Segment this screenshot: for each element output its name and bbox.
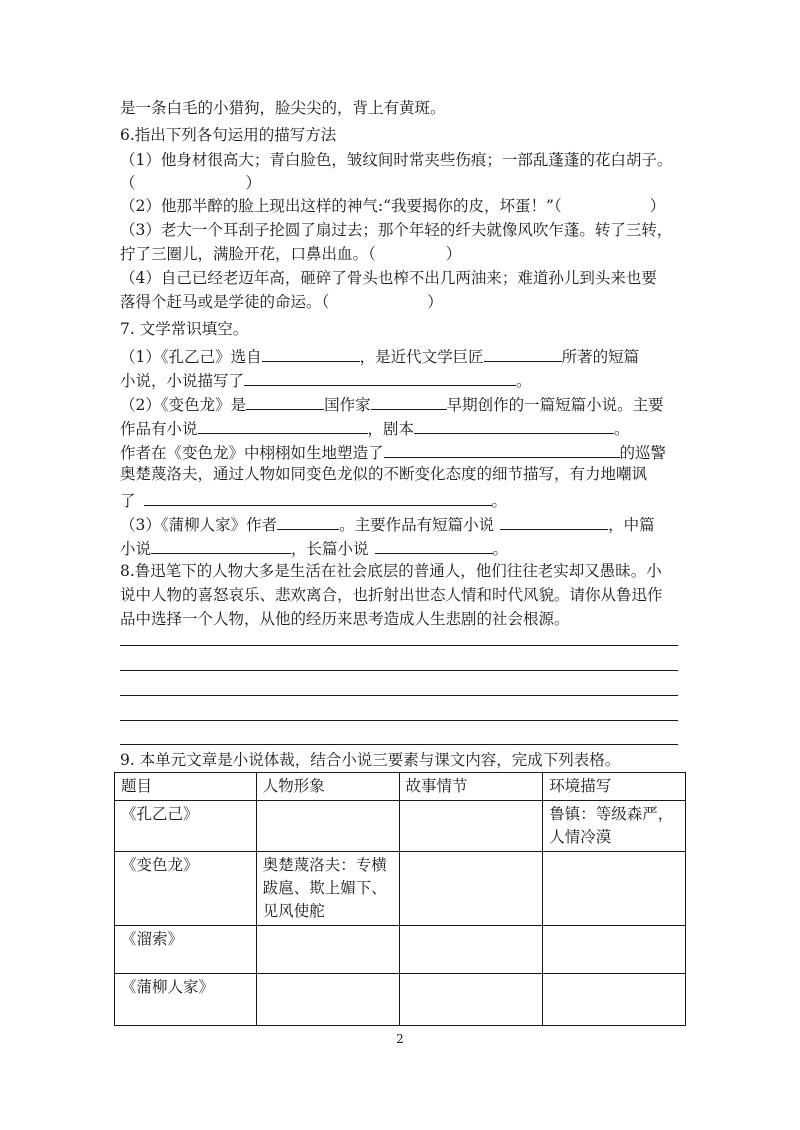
answer-line[interactable] <box>120 695 678 696</box>
environment-cell[interactable] <box>543 974 686 1026</box>
paren-close: ） <box>649 197 666 215</box>
fill-blank[interactable] <box>277 512 339 530</box>
table-header-row <box>115 773 686 801</box>
intro-line: 是一条白毛的小猎狗，脸尖尖的，背上有黄斑。 <box>120 99 446 117</box>
plot-cell[interactable] <box>399 926 543 974</box>
fill-blank[interactable] <box>414 416 614 434</box>
answer-line[interactable] <box>120 670 678 671</box>
q7-l2-text-b: 。 <box>516 372 532 390</box>
fill-blank[interactable] <box>144 488 492 506</box>
q6-answer-1[interactable] <box>120 173 261 193</box>
q8-line-1: 8.鲁迅笔下的人物大多是生活在社会底层的普通人，他们往往老实却又愚昧。小 <box>120 562 662 580</box>
title-cell: 《变色龙》 <box>115 852 257 926</box>
answer-line[interactable] <box>120 720 678 721</box>
q7-line-7 <box>120 488 507 511</box>
title-cell: 《溜索》 <box>115 926 257 974</box>
fill-blank[interactable] <box>151 536 291 554</box>
q7-line-8 <box>120 512 655 535</box>
q7-l2-text-a: 小说，小说描写了 <box>120 372 245 390</box>
fill-blank[interactable] <box>198 416 368 434</box>
character-cell[interactable] <box>256 926 399 974</box>
q8-line-3: 品中选择一个人物，从他的经历来思考造成人生悲剧的社会根源。 <box>120 610 570 628</box>
q7-line-1 <box>120 344 639 367</box>
fill-blank[interactable] <box>244 368 516 386</box>
q6-sentence-4b[interactable] <box>120 292 443 312</box>
q7-l8-text-b: 。主要作品有短篇小说 <box>339 516 495 534</box>
q7-l7-text-b: 。 <box>491 492 508 510</box>
q7-l9-text-c: 。 <box>492 540 509 558</box>
page-number: 2 <box>396 1032 404 1046</box>
q7-l3-text-b: 国作家 <box>324 396 371 414</box>
q9-title: 9. 本单元文章是小说体裁，结合小说三要素与课文内容，完成下列表格。 <box>120 751 621 769</box>
q7-line-3 <box>120 392 664 415</box>
fill-blank[interactable] <box>484 344 562 362</box>
environment-cell: 鲁镇：等级森严，人情冷漠 <box>543 801 686 852</box>
q9-table <box>114 772 686 1026</box>
plot-cell[interactable] <box>399 974 543 1026</box>
character-cell[interactable] <box>256 801 399 852</box>
q7-l9-text-b: ，长篇小说 <box>291 540 369 558</box>
q7-l9-text-a: 小说 <box>120 540 152 558</box>
fill-blank[interactable] <box>246 392 324 410</box>
q7-title: 7. 文学常识填空。 <box>120 320 249 338</box>
header-cell: 故事情节 <box>399 773 543 801</box>
q7-line-9 <box>120 536 508 559</box>
answer-line[interactable] <box>120 645 678 646</box>
q6-sentence-3a: （3）老大一个耳刮子抡圆了扇过去；那个年轻的纤夫就像风吹乍蓬。转了三转， <box>120 221 673 239</box>
q6-sentence-3b[interactable] <box>120 244 461 264</box>
paren-close: ） <box>427 293 443 311</box>
q7-l4-text-c: 。 <box>614 420 630 438</box>
answer-line[interactable] <box>120 744 678 745</box>
q6-sentence-2[interactable] <box>120 196 665 216</box>
fill-blank[interactable] <box>384 440 620 458</box>
q6-sentence-4a: （4）自己已经老迈年高，砸碎了骨头也榨不出几两油来；难道孙儿到头来也要 <box>120 269 657 287</box>
character-cell: 奥楚蔑洛夫：专横跋扈、欺上媚下、见风使舵 <box>256 852 399 926</box>
fill-blank[interactable] <box>262 344 360 362</box>
q7-l8-text-a: （3）《蒲柳人家》作者 <box>120 516 278 534</box>
q7-l3-text-c: 早期创作的一篇短篇小说。主要 <box>446 396 664 414</box>
q7-l4-text-b: ，剧本 <box>367 420 415 438</box>
plot-cell[interactable] <box>399 852 543 926</box>
q6-sentence-3b-text: 拧了三圈儿，满脸开花，口鼻出血。（ <box>120 245 376 263</box>
table-row <box>115 926 686 974</box>
q6-sentence-2-text: （2）他那半醉的脸上现出这样的神气:“我要揭你的皮，坏蛋！”（ <box>120 197 562 215</box>
environment-cell[interactable] <box>543 926 686 974</box>
header-cell: 人物形象 <box>256 773 399 801</box>
q7-l3-text-a: （2）《变色龙》是 <box>120 396 247 414</box>
paren-close: ） <box>445 245 462 263</box>
table-row <box>115 852 686 926</box>
q7-line-4 <box>120 416 630 439</box>
q8-line-2: 说中人物的喜怒哀乐、悲欢离合，也折射出世态人情和时代风貌。请你从鲁迅作 <box>120 586 663 604</box>
q6-title: 6.指出下列各句运用的描写方法 <box>120 126 337 144</box>
q7-line-5 <box>120 440 666 463</box>
q7-l1-text-c: 所著的短篇 <box>561 348 640 366</box>
fill-blank[interactable] <box>371 392 447 410</box>
character-cell[interactable] <box>256 974 399 1026</box>
q7-l8-text-c: ，中篇 <box>608 516 655 534</box>
q7-l4-text-a: 作品有小说 <box>120 420 198 438</box>
title-cell: 《蒲柳人家》 <box>115 974 257 1026</box>
q7-l1-text-a: （1）《孔乙己》选自 <box>120 348 262 366</box>
q6-sentence-1: （1）他身材很高大；青白脸色，皱纹间时常夹些伤痕；一部乱蓬蓬的花白胡子。 <box>120 151 673 169</box>
q7-line-6: 奥楚蔑洛夫，通过人物如同变色龙似的不断变化态度的细节描写，有力地嘲讽 <box>120 465 648 483</box>
q6-sentence-4b-text: 落得个赶马或是学徒的命运。（ <box>120 293 330 311</box>
fill-blank[interactable] <box>500 512 608 530</box>
q7-l5-text-b: 的巡警 <box>619 444 667 462</box>
header-cell: 题目 <box>115 773 257 801</box>
environment-cell[interactable] <box>543 852 686 926</box>
fill-blank[interactable] <box>375 536 493 554</box>
paren-open: （ <box>120 174 136 192</box>
header-cell: 环境描写 <box>543 773 686 801</box>
q7-l7-text-a: 了 <box>120 492 136 510</box>
q7-l1-text-b: ，是近代文学巨匠 <box>359 348 484 366</box>
paren-close: ） <box>245 174 262 192</box>
q7-l5-text-a: 作者在《变色龙》中栩栩如生地塑造了 <box>120 444 384 462</box>
plot-cell[interactable] <box>399 801 543 852</box>
title-cell: 《孔乙己》 <box>115 801 257 852</box>
q7-line-2 <box>120 368 532 391</box>
table-row <box>115 974 686 1026</box>
table-row <box>115 801 686 852</box>
